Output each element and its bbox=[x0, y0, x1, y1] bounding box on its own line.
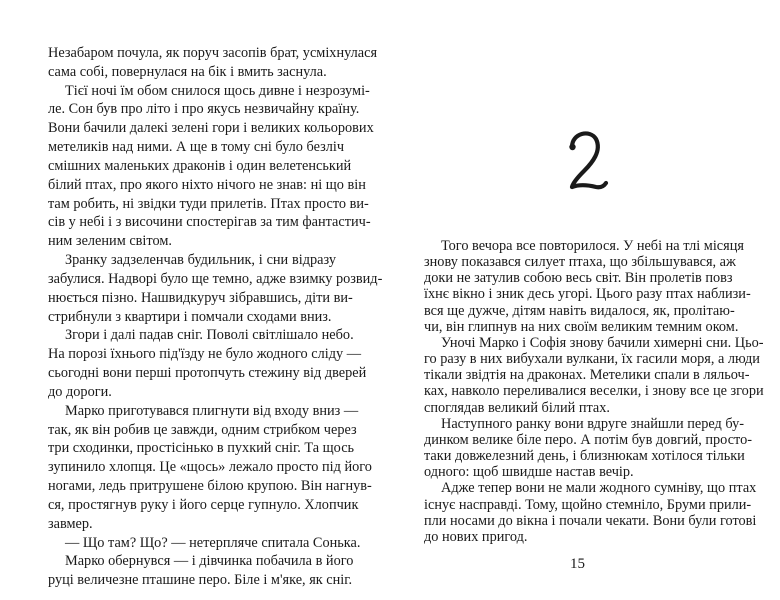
text-line: го разу в них вибухали вулкани, їх гасили моря, а люди bbox=[424, 351, 760, 368]
text-line: таки довжелезний день, і близнюкам хотілося тільки bbox=[424, 448, 745, 465]
paragraph bbox=[48, 251, 383, 326]
text-line: смішних маленьких драконів і один велетенський bbox=[48, 157, 352, 174]
text-line: ках, навколо переливалися веселки, і знову все це згори bbox=[424, 383, 764, 400]
text-line: На порозі їхнього під'їзду не було жодного сліду — bbox=[48, 346, 362, 363]
text-line: сів у небі і з височини спостерігав за тим фантастич- bbox=[48, 214, 371, 231]
page-number: 15 bbox=[570, 556, 585, 572]
paragraph bbox=[424, 238, 751, 335]
text-line: забулися. Надворі було ще темно, адже взимку розвид- bbox=[48, 270, 383, 287]
text-line: ногами, ледь притрушене білою крупою. Він нагнув- bbox=[48, 478, 372, 495]
text-line: сама собі, повернулася на бік і вмить заснула. bbox=[48, 63, 327, 80]
text-line: завмер. bbox=[48, 515, 93, 532]
text-line: їхнє вікно і зник десь угорі. Цього разу птах наблизи- bbox=[424, 286, 751, 303]
paragraph bbox=[424, 334, 764, 416]
text-line: тікали звідтія на драконах. Метелики спали в ляльоч- bbox=[424, 367, 750, 384]
text-line: Марко обернувся — і дівчинка побачила в його bbox=[65, 553, 354, 570]
text-line: існує насправді. Тому, щойно стемніло, Бруми прили- bbox=[424, 496, 752, 513]
text-line: пли носами до вікна і почали чекати. Вони були готові bbox=[424, 512, 757, 529]
text-line: стрибнули з квартири і помчали сходами вниз. bbox=[48, 308, 332, 325]
chapter-number-glyph bbox=[558, 125, 618, 195]
text-line: ним зеленим світом. bbox=[48, 233, 172, 250]
paragraph bbox=[48, 326, 367, 401]
paragraph bbox=[48, 44, 378, 82]
text-line: ле. Сон був про літо і про якусь незвичайну країну. bbox=[48, 101, 360, 118]
chapter-number bbox=[558, 125, 618, 195]
text-line: вся ще дужче, дітям навіть видалося, як, пролітаю- bbox=[424, 302, 735, 319]
text-line: Уночі Марко і Софія знову бачили химерні сни. Цьо- bbox=[441, 334, 764, 351]
text-line: Зранку задзеленчав будильник, і сни відразу bbox=[65, 252, 336, 269]
text-line: доки не затулив собою весь світ. Він пролетів повз bbox=[424, 270, 733, 287]
text-line: динком велике біле перо. А потім був довгий, просто- bbox=[424, 431, 753, 448]
paragraph bbox=[48, 82, 374, 251]
text-line: руці величезне пташине перо. Біле і м'яке, як сніг. bbox=[48, 572, 353, 589]
text-line: — Що там? Що? — нетерпляче спитала Сонька. bbox=[65, 534, 361, 551]
text-line: Марко приготувався плигнути від входу вниз — bbox=[65, 402, 359, 419]
text-line: Вони бачили далекі зелені гори і великих кольорових bbox=[48, 120, 374, 137]
text-line: Незабаром почула, як поруч засопів брат, усміхнулася bbox=[48, 45, 378, 61]
text-line: одного: щоб швидше настав вечір. bbox=[424, 464, 634, 481]
text-line: Згори і далі падав сніг. Поволі світлішало небо. bbox=[65, 327, 354, 344]
paragraph bbox=[424, 415, 753, 481]
text-line: чи, він глипнув на них своїм великим темним оком. bbox=[424, 318, 739, 335]
text-line: білий птах, про якого ніхто нічого не знав: ні що він bbox=[48, 176, 366, 193]
text-line: Того вечора все повторилося. У небі на тлі місяця bbox=[441, 238, 744, 254]
text-line: Наступного ранку вони вдруге знайшли перед бу- bbox=[441, 415, 745, 432]
paragraph bbox=[48, 552, 354, 590]
text-line: Адже тепер вони не мали жодного сумніву, що птах bbox=[441, 480, 757, 497]
text-line: зупинило хлопця. Це «щось» лежало просто під його bbox=[48, 459, 372, 476]
text-line: там робить, ні звідки туди прилетів. Птах просто ви- bbox=[48, 195, 369, 212]
paragraph bbox=[48, 402, 372, 534]
text-line: ся, простягнув руку і його серце гупнуло. Хлопчик bbox=[48, 496, 359, 513]
text-line: споглядав великий білий птах. bbox=[424, 399, 610, 416]
text-line: нюється пізно. Нашвидкуруч зібравшись, діти ви- bbox=[48, 289, 353, 306]
paragraph bbox=[424, 480, 757, 545]
text-line: до дороги. bbox=[48, 383, 112, 400]
text-line: сьогодні вони перші протопчуть стежину від дверей bbox=[48, 365, 367, 382]
text-line: Тієї ночі їм обом снилося щось дивне і незрозумі- bbox=[65, 82, 370, 99]
text-line: три сходинки, простісінько в пухкий сніг. Та щось bbox=[48, 440, 355, 457]
text-line: так, як він робив це завжди, одним стрибком через bbox=[48, 421, 357, 438]
text-line: до нових пригод. bbox=[424, 528, 528, 545]
paragraph bbox=[48, 534, 361, 553]
text-line: знову показався силует птаха, що збільшувався, аж bbox=[424, 254, 736, 271]
right-page bbox=[390, 0, 780, 600]
text-line: метеликів над ними. А ще в тому сні було безліч bbox=[48, 139, 345, 156]
